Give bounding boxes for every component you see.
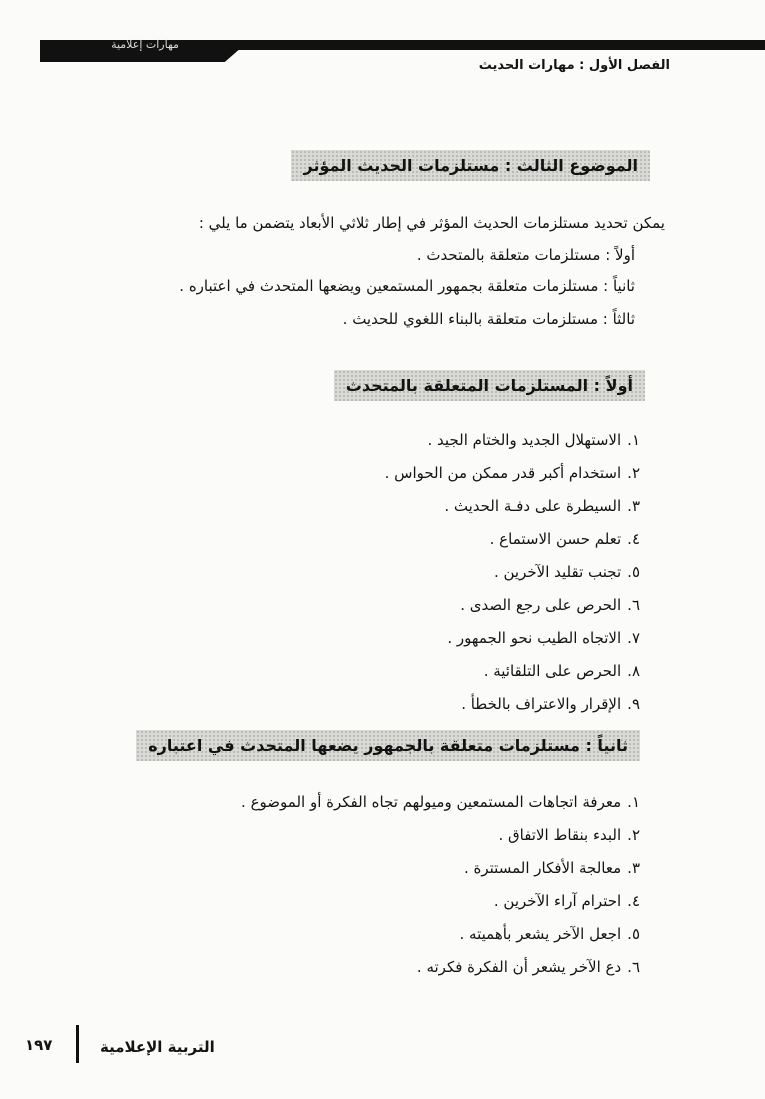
item-text: الحرص على رجع الصدى . [460, 596, 622, 614]
item-text: تجنب تقليد الآخرين . [493, 563, 622, 581]
item-number: ٥. [627, 925, 640, 943]
list-item [241, 918, 640, 951]
list-item [241, 951, 640, 984]
topic-intro: يمكن تحديد مستلزمات الحديث المؤثر في إطار ثلاثي الأبعاد يتضمن ما يلي : [198, 214, 665, 232]
item-text: دع الآخر يشعر أن الفكرة فكرته . [416, 958, 622, 976]
header-tab-label: مهارات إعلامية [111, 38, 179, 51]
list-item [241, 786, 640, 819]
item-number: ٤. [627, 892, 640, 910]
item-number: ٧. [627, 629, 640, 647]
item-number: ٨. [627, 662, 640, 680]
item-number: ٦. [627, 596, 640, 614]
list-item [385, 490, 640, 523]
page-number: ١٩٧ [25, 1036, 53, 1054]
item-text: الاستهلال الجديد والختام الجيد . [427, 431, 622, 449]
list-item [385, 523, 640, 556]
section-two-heading: ثانياً : مستلزمات متعلقة بالجمهور يضعها المتحدث في اعتباره [136, 730, 640, 761]
item-number: ٩. [627, 695, 640, 713]
item-text: معرفة اتجاهات المستمعين وميولهم تجاه الفكرة أو الموضوع . [241, 793, 622, 811]
section-one-heading: أولاً : المستلزمات المتعلقة بالمتحدث [334, 370, 645, 401]
list-item [385, 688, 640, 721]
item-text: الحرص على التلقائية . [483, 662, 622, 680]
item-number: ٣. [627, 859, 640, 877]
item-number: ١. [627, 793, 640, 811]
item-number: ٦. [627, 958, 640, 976]
footer-divider [76, 1025, 79, 1063]
section-one-list [385, 424, 640, 721]
dimension-item: أولاً : مستلزمات متعلقة بالمتحدث . [416, 246, 635, 264]
item-text: احترام آراء الآخرين . [493, 892, 622, 910]
item-text: البدء بنقاط الاتفاق . [498, 826, 622, 844]
list-item [241, 885, 640, 918]
footer-book-title: التربية الإعلامية [100, 1038, 215, 1056]
item-text: الاتجاه الطيب نحو الجمهور . [447, 629, 622, 647]
item-number: ٥. [627, 563, 640, 581]
list-item [385, 424, 640, 457]
list-item [385, 655, 640, 688]
dimension-item: ثالثاً : مستلزمات متعلقة بالبناء اللغوي للحديث . [342, 310, 635, 328]
item-number: ٢. [627, 464, 640, 482]
item-text: معالجة الأفكار المستترة . [463, 859, 622, 877]
item-number: ٤. [627, 530, 640, 548]
item-text: الإقرار والاعتراف بالخطأ . [461, 695, 622, 713]
item-text: السيطرة على دفـة الحديث . [444, 497, 622, 515]
list-item [241, 819, 640, 852]
list-item [385, 622, 640, 655]
item-text: استخدام أكبر قدر ممكن من الحواس . [384, 464, 622, 482]
item-number: ٣. [627, 497, 640, 515]
chapter-title: الفصل الأول : مهارات الحديث [478, 58, 670, 73]
section-two-list [241, 786, 640, 984]
dimension-item: ثانياً : مستلزمات متعلقة بجمهور المستمعين ويضعها المتحدث في اعتباره . [179, 277, 635, 295]
topic-heading: الموضوع الثالث : مستلزمات الحديث المؤثر [291, 150, 650, 181]
item-text: تعلم حسن الاستماع . [489, 530, 622, 548]
list-item [385, 457, 640, 490]
list-item [385, 589, 640, 622]
list-item [385, 556, 640, 589]
list-item [241, 852, 640, 885]
item-text: اجعل الآخر يشعر بأهميته . [459, 925, 622, 943]
item-number: ١. [627, 431, 640, 449]
item-number: ٢. [627, 826, 640, 844]
